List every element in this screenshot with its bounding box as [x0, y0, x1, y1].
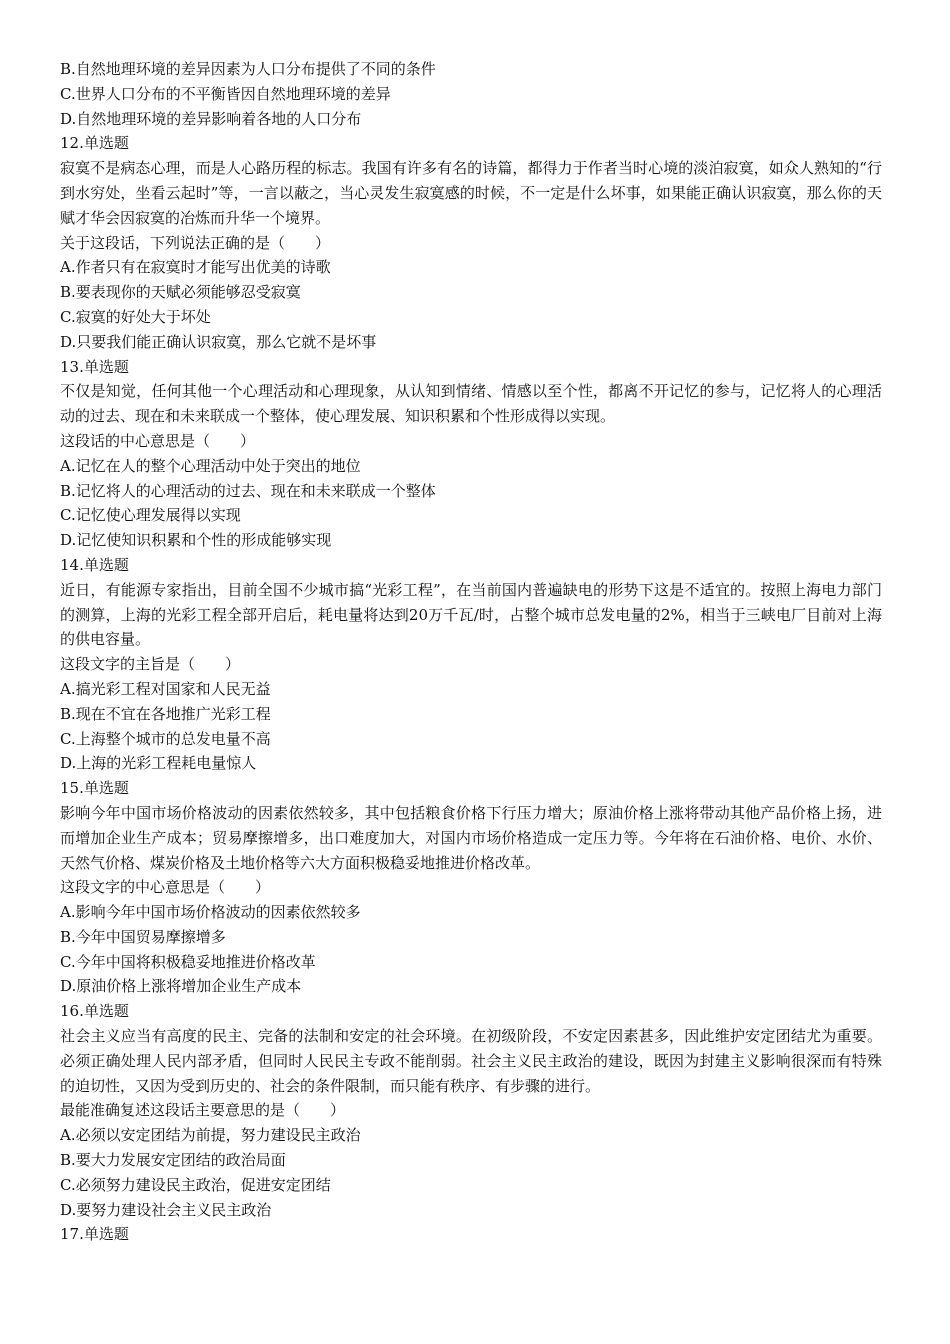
question-prompt: 最能准确复述这段话主要意思的是（ ） — [60, 1101, 346, 1120]
question-passage: 近日，有能源专家指出，目前全国不少城市搞“光彩工程”，在当前国内普遍缺电的形势下这是不适宜的。按照上海电力部门的测算，上海的光彩工程全部开启后，耗电量将达到20万千瓦/时，占整个城市总发电量的2%，相当于三峡电厂目前对上海的供电容量。 — [60, 580, 882, 649]
question-heading: 14.单选题 — [60, 555, 129, 574]
option-c: C.今年中国将积极稳妥地推进价格改革 — [60, 952, 316, 971]
question-heading: 17.单选题 — [60, 1225, 129, 1244]
option-a: A.作者只有在寂寞时才能写出优美的诗歌 — [60, 258, 331, 277]
option-c: C.寂寞的好处大于坏处 — [60, 307, 211, 326]
question-prompt: 这段文字的主旨是（ ） — [60, 655, 241, 674]
option-a: A.必须以安定团结为前提，努力建设民主政治 — [60, 1126, 361, 1145]
option-a: A.影响今年中国市场价格波动的因素依然较多 — [60, 903, 361, 922]
option-c: C.记忆使心理发展得以实现 — [60, 506, 241, 525]
option-d: D.记忆使知识积累和个性的形成能够实现 — [60, 531, 332, 550]
option-b: B.记忆将人的心理活动的过去、现在和未来联成一个整体 — [60, 481, 436, 500]
option-d: D.要努力建设社会主义民主政治 — [60, 1200, 272, 1219]
question-heading: 13.单选题 — [60, 357, 129, 376]
question-passage: 影响今年中国市场价格波动的因素依然较多，其中包括粮食价格下行压力增大；原油价格上涨将带动其他产品价格上扬，进而增加企业生产成本；贸易摩擦增多，出口难度加大，对国内市场价格造成一定压力等。今年将在石油价格、电价、水价、天然气价格、煤炭价格及土地价格等六大方面积极稳妥地推进价格改革。 — [60, 803, 882, 872]
option-a: A.搞光彩工程对国家和人民无益 — [60, 679, 271, 698]
question-15 — [60, 776, 882, 999]
question-12 — [60, 131, 882, 354]
exam-page — [60, 57, 882, 1247]
question-16 — [60, 999, 882, 1222]
option-b: B.现在不宜在各地推广光彩工程 — [60, 704, 271, 723]
question-passage: 不仅是知觉，任何其他一个心理活动和心理现象，从认知到情绪、情感以至个性，都离不开记忆的参与，记忆将人的心理活动的过去、现在和未来联成一个整体，使心理发展、知识积累和个性形成得以实现。 — [60, 382, 882, 426]
option-b: B.要表现你的天赋必须能够忍受寂寞 — [60, 283, 301, 302]
option-b: B.今年中国贸易摩擦增多 — [60, 927, 226, 946]
question-prompt: 这段话的中心意思是（ ） — [60, 431, 256, 450]
option-c: C.上海整个城市的总发电量不高 — [60, 729, 271, 748]
question-prompt: 这段文字的中心意思是（ ） — [60, 878, 271, 897]
question-passage: 社会主义应当有高度的民主、完备的法制和安定的社会环境。在初级阶段，不安定因素甚多，因此维护安定团结尤为重要。必须正确处理人民内部矛盾，但同时人民民主专政不能削弱。社会主义民主政治的建设，既因为封建主义影响很深而有特殊的迫切性，又因为受到历史的、社会的条件限制，而只能有秩序、有步骤的进行。 — [60, 1027, 882, 1095]
question-17 — [60, 1222, 882, 1247]
continuation-options — [60, 57, 882, 131]
option-c: C.必须努力建设民主政治，促进安定团结 — [60, 1175, 331, 1194]
option-b: B.要大力发展安定团结的政治局面 — [60, 1151, 286, 1170]
question-heading: 15.单选题 — [60, 779, 129, 798]
option-b: B.自然地理环境的差异因素为人口分布提供了不同的条件 — [60, 60, 436, 78]
question-heading: 16.单选题 — [60, 1002, 129, 1021]
question-13 — [60, 355, 882, 553]
option-d: D.上海的光彩工程耗电量惊人 — [60, 754, 257, 773]
option-d: D.只要我们能正确认识寂寞，那么它就不是坏事 — [60, 332, 377, 351]
question-prompt: 关于这段话，下列说法正确的是（ ） — [60, 233, 331, 252]
question-heading: 12.单选题 — [60, 134, 129, 153]
option-a: A.记忆在人的整个心理活动中处于突出的地位 — [60, 456, 361, 475]
option-d: D.自然地理环境的差异影响着各地的人口分布 — [60, 109, 362, 128]
option-d: D.原油价格上涨将增加企业生产成本 — [60, 977, 302, 996]
question-passage: 寂寞不是病态心理，而是人心路历程的标志。我国有许多有名的诗篇，都得力于作者当时心境的淡泊寂寞，如众人熟知的“行到水穷处，坐看云起时”等，一言以蔽之，当心灵发生寂寞感的时候，不一定是什么坏事，如果能正确认识寂寞，那么你的天赋才华会因寂寞的冶炼而升华一个境界。 — [60, 159, 882, 227]
question-14 — [60, 553, 882, 776]
option-c: C.世界人口分布的不平衡皆因自然地理环境的差异 — [60, 84, 391, 103]
